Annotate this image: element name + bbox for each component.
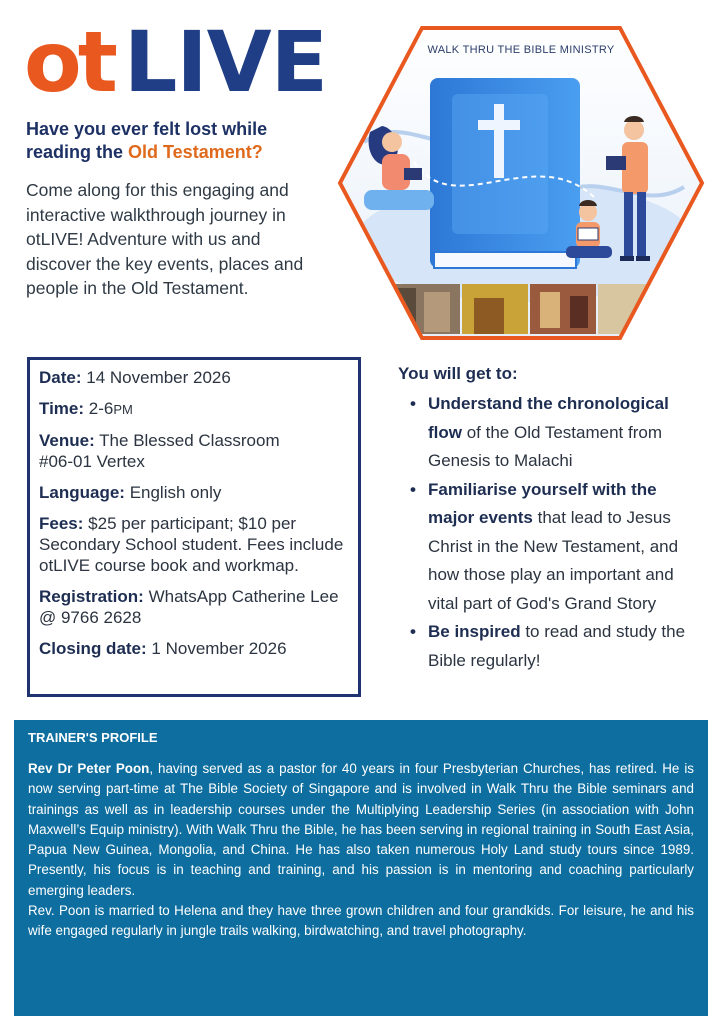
logo-ot-text: ot bbox=[24, 13, 114, 111]
logo-live-text: LIVE bbox=[123, 13, 328, 111]
hero-illustration bbox=[334, 22, 708, 344]
detail-date bbox=[39, 367, 349, 388]
benefit-item bbox=[398, 476, 698, 619]
detail-language bbox=[39, 482, 349, 503]
time-label: Time: bbox=[39, 399, 85, 418]
closing-value: 1 November 2026 bbox=[151, 639, 287, 658]
benefit-item bbox=[398, 618, 698, 675]
headline bbox=[26, 118, 326, 164]
venue-unit: #06-01 Vertex bbox=[39, 452, 145, 471]
headline-accent: Old Testament? bbox=[128, 142, 263, 162]
fees-label: Fees: bbox=[39, 514, 84, 533]
detail-venue bbox=[39, 430, 349, 472]
hexagon-illustration bbox=[334, 22, 708, 344]
registration-value: WhatsApp Catherine Lee @ 9766 2628 bbox=[39, 587, 339, 627]
trainer-profile-panel bbox=[14, 720, 708, 1016]
detail-closing-date bbox=[39, 638, 349, 659]
language-label: Language: bbox=[39, 483, 125, 502]
benefit-bold: Familiarise yourself with the major events bbox=[428, 479, 657, 527]
cross-icon bbox=[494, 104, 504, 178]
time-suffix: PM bbox=[113, 402, 133, 417]
benefit-text: that lead to Jesus Christ in the New Testament, and how those play an important and vital part of God's Grand Story bbox=[428, 508, 679, 613]
detail-time bbox=[39, 398, 349, 420]
profile-bio: , having served as a pastor for 40 years in four Presbyterian Churches, has retired. He is now serving part-time at The Bible Society of Singapore and is involved in Walk Thru the Bible seminars and trainings as well as in leadership courses under the Multiplying Leadership Series (in association with John Maxwell’s Equip ministry). With Walk Thru the Bible, he has been serving in regional training in South East Asia, Papua New Guinea, Mongolia, and China. He has also taken numerous Holy Land study tours since 1989. Presently, his focus is in teaching and training, and his passion is in mentoring and coaching particularly emerging leaders. bbox=[28, 761, 694, 898]
profile-paragraph-2: Rev. Poon is married to Helena and they have three grown children and four grandkids. For leisure, he and his wife engaged regularly in jungle trails walking, birdwatching, and travel photography. bbox=[28, 903, 694, 939]
venue-label: Venue: bbox=[39, 431, 95, 450]
benefits-title: You will get to: bbox=[398, 364, 518, 383]
closing-label: Closing date: bbox=[39, 639, 147, 658]
date-label: Date: bbox=[39, 368, 82, 387]
benefits-list bbox=[398, 390, 698, 675]
benefit-text: of the Old Testament from Genesis to Malachi bbox=[428, 422, 662, 470]
date-value: 14 November 2026 bbox=[86, 368, 231, 387]
benefit-text: to read and study the Bible regularly! bbox=[428, 622, 686, 670]
headline-prefix: Have you ever felt lost while reading the bbox=[26, 119, 268, 162]
language-value: English only bbox=[129, 483, 222, 502]
trainer-name: Rev Dr Peter Poon bbox=[28, 761, 150, 776]
otlive-logo bbox=[24, 14, 327, 110]
profile-title: TRAINER'S PROFILE bbox=[28, 730, 158, 745]
fees-value: $25 per participant; $10 per Secondary School student. Fees include otLIVE course book and workmap. bbox=[39, 514, 344, 575]
photo-strip bbox=[394, 284, 658, 334]
profile-paragraph-1 bbox=[28, 759, 694, 901]
benefit-bold: Understand the chronological flow bbox=[428, 394, 669, 442]
intro-text: Come along for this engaging and interactive walkthrough journey in otLIVE! Adventure with us and discover the key events, places and people in the Old Testament. bbox=[26, 180, 304, 298]
event-details-box bbox=[27, 357, 361, 697]
hero-caption: WALK THRU THE BIBLE MINISTRY bbox=[427, 44, 615, 56]
venue-value: The Blessed Classroom bbox=[99, 431, 280, 450]
time-value: 2-6 bbox=[88, 399, 114, 418]
benefit-bold: Be inspired bbox=[428, 622, 521, 641]
detail-fees bbox=[39, 513, 349, 576]
detail-registration bbox=[39, 586, 349, 628]
benefit-item bbox=[398, 390, 698, 476]
registration-label: Registration: bbox=[39, 587, 144, 606]
benefits-section bbox=[398, 362, 698, 675]
